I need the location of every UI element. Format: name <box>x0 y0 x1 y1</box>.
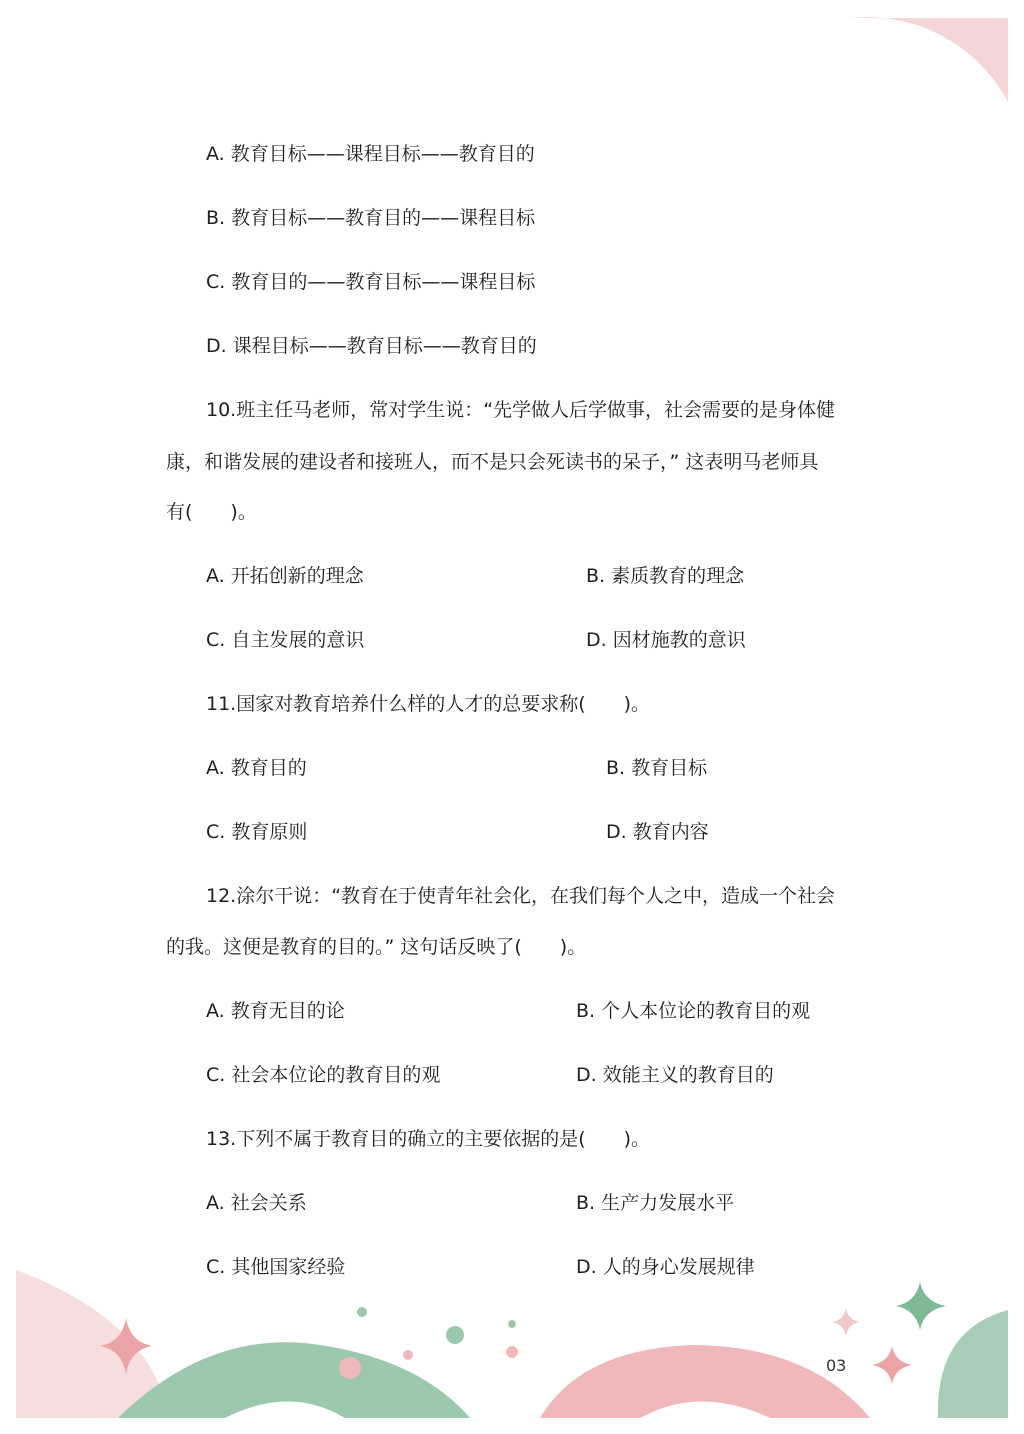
dot <box>508 1320 516 1328</box>
page-number: 03 <box>826 1356 847 1375</box>
dot <box>506 1346 518 1358</box>
q12-option-a: A. 教育无目的论 <box>206 1000 345 1022</box>
sparkle-icon <box>896 1282 946 1330</box>
sparkle-icon <box>872 1346 912 1384</box>
q11-option-a: A. 教育目的 <box>206 757 307 779</box>
green-semicircle <box>938 1310 1008 1418</box>
q10-stem-line3: 有( )。 <box>166 501 257 523</box>
q11-option-d: D. 教育内容 <box>606 821 709 843</box>
q11-stem: 11.国家对教育培养什么样的人才的总要求称( )。 <box>206 693 651 715</box>
q9-option-d: D. 课程目标——教育目标——教育目的 <box>206 335 537 357</box>
top-right-arc <box>850 17 1008 102</box>
dot <box>411 1388 419 1396</box>
q13-option-d: D. 人的身心发展规律 <box>576 1256 755 1278</box>
q9-option-a: A. 教育目标——课程目标——教育目的 <box>206 143 535 165</box>
q13-option-c: C. 其他国家经验 <box>206 1256 346 1278</box>
q9-option-c: C. 教育目的——教育目标——课程目标 <box>206 271 536 293</box>
q12-option-c: C. 社会本位论的教育目的观 <box>206 1064 441 1086</box>
q10-option-b: B. 素质教育的理念 <box>586 565 745 587</box>
q12-stem-line2: 的我。这便是教育的目的。” 这句话反映了( )。 <box>166 936 587 958</box>
q11-option-c: C. 教育原则 <box>206 821 308 843</box>
dot <box>446 1326 464 1344</box>
dot <box>357 1307 367 1317</box>
q12-option-b: B. 个人本位论的教育目的观 <box>576 1000 811 1022</box>
q11-option-b: B. 教育目标 <box>606 757 708 779</box>
q10-stem-line1: 10.班主任马老师，常对学生说：“先学做人后学做事，社会需要的是身体健 <box>206 399 836 421</box>
q10-option-a: A. 开拓创新的理念 <box>206 565 364 587</box>
q13-option-b: B. 生产力发展水平 <box>576 1192 735 1214</box>
dot <box>339 1357 361 1379</box>
q9-option-b: B. 教育目标——教育目的——课程目标 <box>206 207 536 229</box>
dot <box>403 1350 413 1360</box>
q12-option-d: D. 效能主义的教育目的 <box>576 1064 774 1086</box>
q10-option-c: C. 自主发展的意识 <box>206 629 365 651</box>
q13-stem: 13.下列不属于教育目的确立的主要依据的是( )。 <box>206 1128 651 1150</box>
q12-stem-line1: 12.涂尔干说：“教育在于使青年社会化，在我们每个人之中，造成一个社会 <box>206 885 836 907</box>
q10-stem-line2: 康，和谐发展的建设者和接班人，而不是只会死读书的呆子，” 这表明马老师具 <box>166 451 819 473</box>
q10-option-d: D. 因材施教的意识 <box>586 629 746 651</box>
sparkle-icon <box>832 1308 860 1336</box>
q13-option-a: A. 社会关系 <box>206 1192 307 1214</box>
